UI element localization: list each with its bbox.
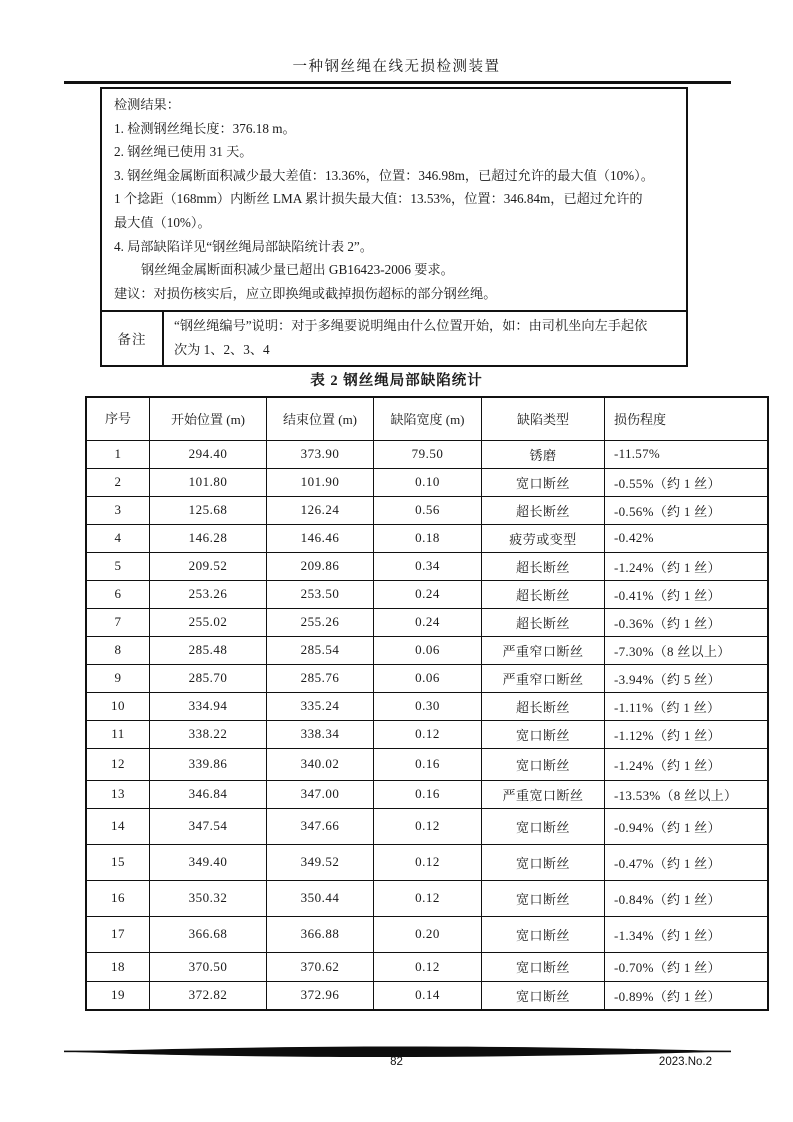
table-cell: -0.47%（约 1 丝）: [605, 844, 769, 880]
result-line: 钢丝绳金属断面积减少量已超出 GB16423-2006 要求。: [141, 262, 454, 278]
table-cell: 372.82: [150, 981, 267, 1010]
remark-line: 次为 1、2、3、4: [174, 341, 270, 357]
page-number: 82: [390, 1056, 403, 1068]
column-header-index: 序号: [86, 397, 150, 440]
table-cell: 146.46: [267, 524, 374, 552]
table-cell: 285.70: [150, 664, 267, 692]
table-cell: 宽口断丝: [482, 844, 605, 880]
table-cell: 285.48: [150, 636, 267, 664]
table-cell: 0.30: [374, 692, 482, 720]
table-row: [86, 952, 768, 981]
table-cell: 349.52: [267, 844, 374, 880]
table-row: [86, 608, 768, 636]
table-cell: 宽口断丝: [482, 748, 605, 780]
table-row: [86, 780, 768, 808]
table-row: [86, 552, 768, 580]
table-cell: 宽口断丝: [482, 808, 605, 844]
table-cell: 0.56: [374, 496, 482, 524]
table-cell: 0.12: [374, 808, 482, 844]
table-cell: 超长断丝: [482, 496, 605, 524]
table-cell: 6: [86, 580, 150, 608]
table-cell: -11.57%: [605, 440, 769, 468]
table-cell: 宽口断丝: [482, 981, 605, 1010]
table-cell: 339.86: [150, 748, 267, 780]
column-header-end-pos: 结束位置 (m): [267, 397, 374, 440]
table-cell: 严重宽口断丝: [482, 780, 605, 808]
table-cell: -0.41%（约 1 丝）: [605, 580, 769, 608]
result-line: 建议：对损伤核实后，应立即换绳或截掉损伤超标的部分钢丝绳。: [114, 285, 497, 301]
table-cell: 347.54: [150, 808, 267, 844]
table-cell: 209.86: [267, 552, 374, 580]
table-row: [86, 981, 768, 1010]
table-cell: -0.84%（约 1 丝）: [605, 880, 769, 916]
result-line: 2. 钢丝绳已使用 31 天。: [114, 144, 253, 160]
table-cell: 12: [86, 748, 150, 780]
table-cell: -1.11%（约 1 丝）: [605, 692, 769, 720]
table-cell: 347.00: [267, 780, 374, 808]
table-cell: 285.76: [267, 664, 374, 692]
table-cell: 209.52: [150, 552, 267, 580]
table-cell: 334.94: [150, 692, 267, 720]
table-row: [86, 916, 768, 952]
table-cell: 锈磨: [482, 440, 605, 468]
table-cell: 11: [86, 720, 150, 748]
table-cell: 0.20: [374, 916, 482, 952]
table-cell: -0.94%（约 1 丝）: [605, 808, 769, 844]
table-cell: 0.16: [374, 780, 482, 808]
table-row: [86, 524, 768, 552]
table-row: [86, 720, 768, 748]
column-header-defect-width: 缺陷宽度 (m): [374, 397, 482, 440]
table-cell: 13: [86, 780, 150, 808]
table-cell: 0.10: [374, 468, 482, 496]
remark-line: “钢丝绳编号”说明：对于多绳要说明绳由什么位置开始，如：由司机坐向左手起依: [174, 318, 648, 334]
table-cell: 8: [86, 636, 150, 664]
table-cell: -1.34%（约 1 丝）: [605, 916, 769, 952]
table-cell: 宽口断丝: [482, 720, 605, 748]
table-cell: -0.89%（约 1 丝）: [605, 981, 769, 1010]
table-cell: 294.40: [150, 440, 267, 468]
table-cell: 0.16: [374, 748, 482, 780]
table-cell: 346.84: [150, 780, 267, 808]
table-cell: 0.14: [374, 981, 482, 1010]
table-cell: 126.24: [267, 496, 374, 524]
result-line: 1. 检测钢丝绳长度：376.18 m。: [114, 120, 296, 136]
table-cell: 350.44: [267, 880, 374, 916]
table-cell: -0.55%（约 1 丝）: [605, 468, 769, 496]
table-cell: 338.34: [267, 720, 374, 748]
table-cell: 14: [86, 808, 150, 844]
table-cell: 285.54: [267, 636, 374, 664]
defect-table: [85, 396, 769, 1011]
table-cell: 16: [86, 880, 150, 916]
column-header-defect-type: 缺陷类型: [482, 397, 605, 440]
table-row: [86, 440, 768, 468]
table-cell: 严重窄口断丝: [482, 664, 605, 692]
results-box: [100, 87, 688, 367]
table-cell: -1.12%（约 1 丝）: [605, 720, 769, 748]
table-cell: 79.50: [374, 440, 482, 468]
table-cell: 4: [86, 524, 150, 552]
table-cell: 严重窄口断丝: [482, 636, 605, 664]
table-cell: 超长断丝: [482, 608, 605, 636]
table-cell: 350.32: [150, 880, 267, 916]
table-cell: 373.90: [267, 440, 374, 468]
table-cell: 349.40: [150, 844, 267, 880]
table-row: [86, 844, 768, 880]
table-cell: 15: [86, 844, 150, 880]
table-cell: 0.34: [374, 552, 482, 580]
table-cell: 9: [86, 664, 150, 692]
table-cell: -13.53%（8 丝以上）: [605, 780, 769, 808]
table-cell: -0.36%（约 1 丝）: [605, 608, 769, 636]
table-cell: -0.70%（约 1 丝）: [605, 952, 769, 981]
table-cell: 0.12: [374, 952, 482, 981]
table-row: [86, 664, 768, 692]
table-cell: 255.26: [267, 608, 374, 636]
table-cell: 疲劳或变型: [482, 524, 605, 552]
issue-number: 2023.No.2: [658, 1056, 712, 1068]
table-cell: 宽口断丝: [482, 468, 605, 496]
table-cell: 255.02: [150, 608, 267, 636]
table-cell: 370.50: [150, 952, 267, 981]
column-header-start-pos: 开始位置 (m): [150, 397, 267, 440]
table-cell: 0.12: [374, 844, 482, 880]
table-row: [86, 468, 768, 496]
table-cell: 2: [86, 468, 150, 496]
result-line: 4. 局部缺陷详见“钢丝绳局部缺陷统计表 2”。: [114, 238, 373, 254]
table-cell: 宽口断丝: [482, 952, 605, 981]
table-cell: 宽口断丝: [482, 916, 605, 952]
table-cell: 0.12: [374, 880, 482, 916]
table-cell: 7: [86, 608, 150, 636]
table-cell: 3: [86, 496, 150, 524]
result-line: 最大值（10%）。: [114, 214, 211, 230]
table-row: [86, 636, 768, 664]
table-cell: -3.94%（约 5 丝）: [605, 664, 769, 692]
result-line: 检测结果：: [114, 97, 180, 112]
page-title: 一种钢丝绳在线无损检测装置: [292, 59, 501, 75]
table-cell: -7.30%（8 丝以上）: [605, 636, 769, 664]
table-cell: -0.42%: [605, 524, 769, 552]
table-title: 表 2 钢丝绳局部缺陷统计: [310, 373, 483, 389]
result-line: 3. 钢丝绳金属断面积减少最大差值：13.36%，位置：346.98m，已超过允许的最大值（10%）。: [114, 167, 654, 183]
table-cell: 253.50: [267, 580, 374, 608]
table-cell: 338.22: [150, 720, 267, 748]
table-row: [86, 692, 768, 720]
defect-table-header: [86, 397, 768, 440]
table-cell: 347.66: [267, 808, 374, 844]
table-cell: 0.06: [374, 636, 482, 664]
results-lines: [102, 89, 686, 310]
table-cell: -1.24%（约 1 丝）: [605, 748, 769, 780]
remark-row: [102, 310, 686, 364]
table-cell: 10: [86, 692, 150, 720]
defect-table-body: [86, 440, 768, 1010]
column-header-damage-degree: 损伤程度: [605, 397, 769, 440]
table-cell: 17: [86, 916, 150, 952]
table-cell: 0.24: [374, 608, 482, 636]
table-cell: 253.26: [150, 580, 267, 608]
table-cell: 宽口断丝: [482, 880, 605, 916]
table-cell: -1.24%（约 1 丝）: [605, 552, 769, 580]
table-cell: -0.56%（约 1 丝）: [605, 496, 769, 524]
table-cell: 340.02: [267, 748, 374, 780]
table-cell: 101.90: [267, 468, 374, 496]
table-cell: 101.80: [150, 468, 267, 496]
header-rule: [64, 81, 731, 84]
table-row: [86, 580, 768, 608]
table-cell: 366.68: [150, 916, 267, 952]
table-cell: 0.06: [374, 664, 482, 692]
table-cell: 19: [86, 981, 150, 1010]
table-cell: 超长断丝: [482, 692, 605, 720]
table-cell: 1: [86, 440, 150, 468]
table-cell: 0.24: [374, 580, 482, 608]
table-cell: 5: [86, 552, 150, 580]
table-row: [86, 880, 768, 916]
table-cell: 超长断丝: [482, 580, 605, 608]
table-cell: 18: [86, 952, 150, 981]
table-cell: 0.12: [374, 720, 482, 748]
table-cell: 125.68: [150, 496, 267, 524]
table-cell: 超长断丝: [482, 552, 605, 580]
table-row: [86, 496, 768, 524]
table-cell: 146.28: [150, 524, 267, 552]
table-cell: 372.96: [267, 981, 374, 1010]
table-cell: 370.62: [267, 952, 374, 981]
table-row: [86, 748, 768, 780]
table-cell: 335.24: [267, 692, 374, 720]
table-row: [86, 808, 768, 844]
remark-text: [164, 312, 686, 364]
result-line: 1 个捻距（168mm）内断丝 LMA 累计损失最大值：13.53%，位置：346.84m，已超过允许的: [114, 191, 643, 207]
table-cell: 366.88: [267, 916, 374, 952]
header-row: [86, 397, 768, 440]
table-cell: 0.18: [374, 524, 482, 552]
remark-label: 备注: [102, 312, 164, 364]
